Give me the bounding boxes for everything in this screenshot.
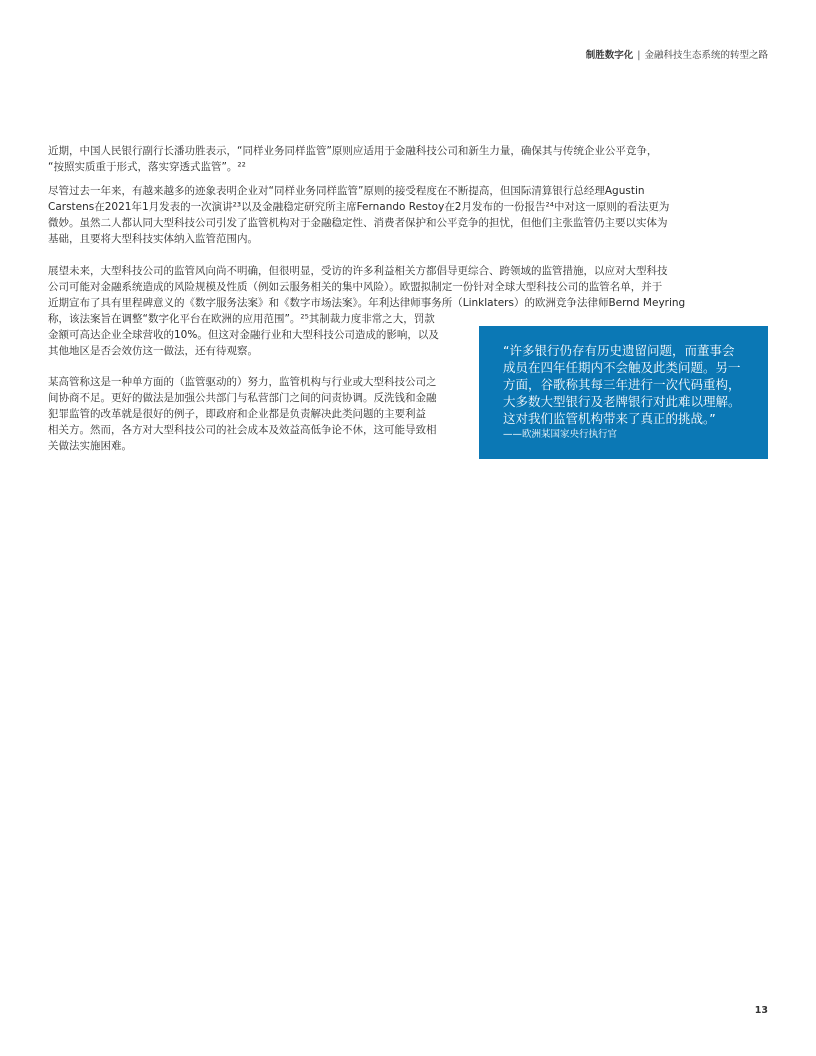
paragraph-line: Carstens在2021年1月发表的一次演讲²³以及金融稳定研究所主席Fernando Restoy在2月发布的一份报告²⁴中对这一原则的看法更为 (48, 201, 670, 213)
paragraph-line: 微妙。虽然二人都认同大型科技公司引发了监管机构对于金融稳定性、消费者保护和公平竞争的担忧，但他们主张监管仍主要以实体为 (48, 217, 668, 229)
paragraph-line: 间协商不足。更好的做法是加强公共部门与私营部门之间的问责协调。反洗钱和金融 (48, 392, 437, 404)
pull-quote-line: 这对我们监管机构带来了真正的挑战。” (503, 411, 716, 426)
page-number: 13 (754, 1005, 768, 1016)
paragraph-line: “按照实质重于形式，落实穿透式监管”。²² (48, 161, 246, 173)
header-series-title: 制胜数字化 (585, 50, 634, 61)
paragraph-line: 关做法实施困难。 (48, 440, 132, 452)
paragraph-line: 公司可能对金融系统造成的风险规模及性质（例如云服务相关的集中风险）。欧盟拟制定一份针对全球大型科技公司的监管名单，并于 (48, 281, 663, 293)
paragraph-line: 基础，且要将大型科技实体纳入监管范围内。 (48, 233, 258, 245)
paragraph-line: 相关方。然而，各方对大型科技公司的社会成本及效益高低争论不休，这可能导致相 (48, 424, 437, 436)
paragraph-line: 展望未来，大型科技公司的监管风向尚不明确，但很明显，受访的许多利益相关方都倡导更综合、跨领域的监管措施，以应对大型科技 (48, 265, 668, 277)
pull-quote-box (479, 326, 768, 459)
paragraph-line: 近期宣布了具有里程碑意义的《数字服务法案》和《数字市场法案》。年利达律师事务所（Linklaters）的欧洲竞争法律师Bernd Meyring (48, 297, 686, 309)
pull-quote-line: 大多数大型银行及老牌银行对此难以理解。 (503, 394, 741, 409)
pull-quote-line: 成员在四年任期内不会触及此类问题。另一 (503, 360, 741, 375)
header-report-title: 金融科技生态系统的转型之路 (644, 50, 768, 61)
paragraph-line: 金额可高达企业全球营收的10%。但这对金融行业和大型科技公司造成的影响，以及 (48, 329, 439, 341)
pull-quote-line: 方面，谷歌称其每三年进行一次代码重构， (503, 377, 741, 392)
paragraph-line: 其他地区是否会效仿这一做法，还有待观察。 (48, 345, 258, 357)
paragraph-line: 称，该法案旨在调整“数字化平台在欧洲的应用范围”。²⁵其制裁力度非常之大，罚款 (48, 313, 435, 325)
paragraph-line: 某高管称这是一种单方面的（监管驱动的）努力，监管机构与行业或大型科技公司之 (48, 376, 437, 388)
paragraph-1 (48, 143, 657, 175)
paragraph-4 (48, 374, 437, 454)
paragraph-line: 近期，中国人民银行副行长潘功胜表示，“同样业务同样监管”原则应适用于金融科技公司和新生力量，确保其与传统企业公平竞争， (48, 145, 658, 157)
paragraph-line: 尽管过去一年来，有越来越多的迹象表明企业对“同样业务同样监管”原则的接受程度在不断提高，但国际清算银行总经理Agustin (48, 185, 645, 197)
running-header (586, 47, 768, 61)
header-separator: | (637, 50, 641, 61)
paragraph-line: 犯罪监管的改革就是很好的例子，即政府和企业都是负责解决此类问题的主要利益 (48, 408, 426, 420)
paragraph-2 (48, 183, 669, 247)
pull-quote-line: “许多银行仍存有历史遗留问题，而董事会 (503, 343, 735, 358)
pull-quote-attribution: ——欧洲某国家央行执行官 (503, 429, 618, 440)
